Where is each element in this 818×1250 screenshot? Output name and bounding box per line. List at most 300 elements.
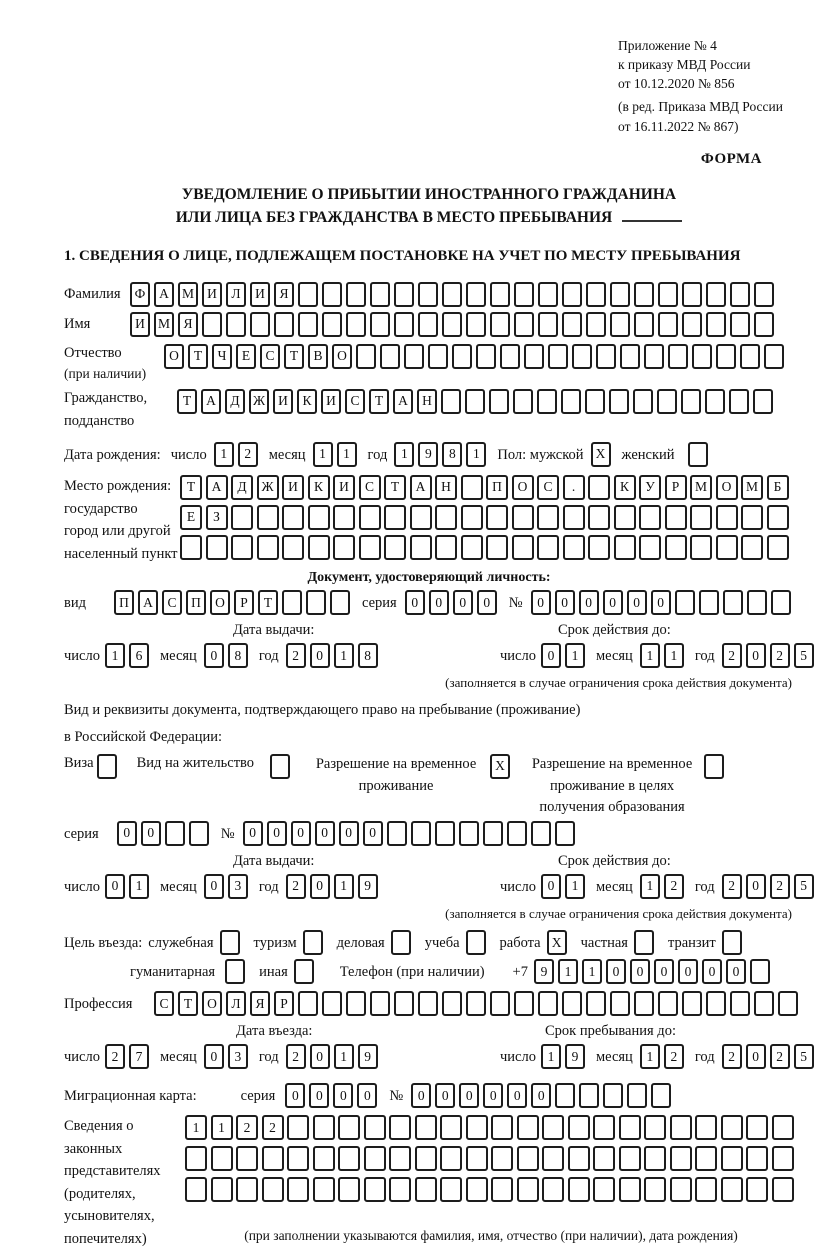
char-box[interactable] bbox=[202, 312, 222, 337]
char-box[interactable]: 1 bbox=[664, 643, 684, 668]
char-box[interactable] bbox=[282, 590, 302, 615]
char-box[interactable] bbox=[512, 505, 534, 530]
char-box[interactable] bbox=[562, 312, 582, 337]
char-box[interactable] bbox=[250, 312, 270, 337]
char-box[interactable] bbox=[690, 505, 712, 530]
char-box[interactable]: А bbox=[201, 389, 221, 414]
char-box[interactable]: 3 bbox=[228, 1044, 248, 1069]
char-box[interactable] bbox=[461, 535, 483, 560]
char-box[interactable] bbox=[657, 389, 677, 414]
char-box[interactable] bbox=[359, 505, 381, 530]
char-box[interactable]: М bbox=[741, 475, 763, 500]
char-box[interactable]: 0 bbox=[746, 874, 766, 899]
char-box[interactable] bbox=[442, 312, 462, 337]
char-box[interactable]: 1 bbox=[565, 874, 585, 899]
purpose-work-checkbox[interactable]: X bbox=[547, 930, 567, 955]
char-box[interactable] bbox=[603, 1083, 623, 1108]
char-box[interactable] bbox=[586, 312, 606, 337]
char-box[interactable] bbox=[644, 1146, 666, 1171]
char-box[interactable] bbox=[411, 821, 431, 846]
char-box[interactable] bbox=[306, 590, 326, 615]
char-box[interactable]: 2 bbox=[722, 1044, 742, 1069]
char-box[interactable]: 0 bbox=[507, 1083, 527, 1108]
char-box[interactable] bbox=[389, 1146, 411, 1171]
char-box[interactable] bbox=[699, 590, 719, 615]
char-box[interactable] bbox=[476, 344, 496, 369]
char-box[interactable] bbox=[338, 1146, 360, 1171]
char-box[interactable] bbox=[322, 991, 342, 1016]
char-box[interactable]: А bbox=[154, 282, 174, 307]
char-box[interactable] bbox=[658, 991, 678, 1016]
char-box[interactable]: 0 bbox=[555, 590, 575, 615]
char-box[interactable] bbox=[670, 1115, 692, 1140]
char-box[interactable] bbox=[706, 991, 726, 1016]
char-box[interactable] bbox=[262, 1146, 284, 1171]
valid-month-boxes[interactable] bbox=[640, 643, 688, 668]
char-box[interactable] bbox=[695, 1115, 717, 1140]
char-box[interactable] bbox=[740, 344, 760, 369]
char-box[interactable]: 0 bbox=[603, 590, 623, 615]
char-box[interactable] bbox=[682, 282, 702, 307]
char-box[interactable] bbox=[491, 1177, 513, 1202]
male-checkbox[interactable]: X bbox=[591, 442, 611, 467]
birth-place-row1[interactable] bbox=[180, 475, 792, 500]
char-box[interactable]: 0 bbox=[746, 643, 766, 668]
char-box[interactable] bbox=[716, 344, 736, 369]
char-box[interactable] bbox=[620, 344, 640, 369]
char-box[interactable] bbox=[435, 821, 455, 846]
char-box[interactable] bbox=[394, 282, 414, 307]
char-box[interactable] bbox=[537, 535, 559, 560]
citizenship-boxes[interactable] bbox=[177, 389, 777, 414]
char-box[interactable]: 1 bbox=[640, 874, 660, 899]
char-box[interactable]: С bbox=[359, 475, 381, 500]
char-box[interactable] bbox=[384, 535, 406, 560]
stay-day-boxes[interactable] bbox=[541, 1044, 589, 1069]
entry-year-boxes[interactable] bbox=[286, 1044, 382, 1069]
char-box[interactable]: 0 bbox=[702, 959, 722, 984]
char-box[interactable]: С bbox=[345, 389, 365, 414]
issue-year-boxes[interactable] bbox=[286, 643, 382, 668]
char-box[interactable] bbox=[588, 475, 610, 500]
char-box[interactable] bbox=[750, 959, 770, 984]
char-box[interactable] bbox=[370, 312, 390, 337]
char-box[interactable]: Д bbox=[231, 475, 253, 500]
female-checkbox[interactable] bbox=[688, 442, 708, 467]
char-box[interactable]: 0 bbox=[243, 821, 263, 846]
char-box[interactable]: 9 bbox=[534, 959, 554, 984]
char-box[interactable]: Н bbox=[435, 475, 457, 500]
char-box[interactable] bbox=[730, 312, 750, 337]
char-box[interactable]: 1 bbox=[129, 874, 149, 899]
char-box[interactable] bbox=[586, 282, 606, 307]
char-box[interactable]: М bbox=[178, 282, 198, 307]
char-box[interactable] bbox=[415, 1177, 437, 1202]
char-box[interactable] bbox=[542, 1177, 564, 1202]
char-box[interactable] bbox=[491, 1146, 513, 1171]
char-box[interactable]: Т bbox=[178, 991, 198, 1016]
char-box[interactable] bbox=[517, 1115, 539, 1140]
char-box[interactable]: Ж bbox=[249, 389, 269, 414]
doc-number-boxes[interactable] bbox=[531, 590, 795, 615]
char-box[interactable] bbox=[441, 389, 461, 414]
char-box[interactable]: С bbox=[260, 344, 280, 369]
residence-valid-month-boxes[interactable] bbox=[640, 874, 688, 899]
char-box[interactable]: С bbox=[537, 475, 559, 500]
char-box[interactable] bbox=[537, 389, 557, 414]
char-box[interactable]: 2 bbox=[286, 874, 306, 899]
char-box[interactable] bbox=[346, 991, 366, 1016]
birth-day-boxes[interactable] bbox=[214, 442, 262, 467]
char-box[interactable] bbox=[524, 344, 544, 369]
char-box[interactable] bbox=[634, 312, 654, 337]
char-box[interactable] bbox=[489, 389, 509, 414]
char-box[interactable]: И bbox=[202, 282, 222, 307]
char-box[interactable] bbox=[507, 821, 527, 846]
char-box[interactable] bbox=[394, 991, 414, 1016]
char-box[interactable] bbox=[459, 821, 479, 846]
char-box[interactable] bbox=[741, 505, 763, 530]
char-box[interactable]: Ф bbox=[130, 282, 150, 307]
char-box[interactable] bbox=[705, 389, 725, 414]
char-box[interactable] bbox=[298, 282, 318, 307]
char-box[interactable] bbox=[346, 282, 366, 307]
char-box[interactable]: 7 bbox=[129, 1044, 149, 1069]
char-box[interactable] bbox=[440, 1177, 462, 1202]
char-box[interactable] bbox=[231, 505, 253, 530]
char-box[interactable]: Е bbox=[236, 344, 256, 369]
char-box[interactable] bbox=[563, 505, 585, 530]
char-box[interactable]: 0 bbox=[333, 1083, 353, 1108]
char-box[interactable] bbox=[466, 282, 486, 307]
char-box[interactable]: 0 bbox=[310, 643, 330, 668]
char-box[interactable]: 2 bbox=[286, 1044, 306, 1069]
char-box[interactable]: П bbox=[186, 590, 206, 615]
char-box[interactable]: 0 bbox=[411, 1083, 431, 1108]
char-box[interactable] bbox=[579, 1083, 599, 1108]
valid-year-boxes[interactable] bbox=[722, 643, 818, 668]
char-box[interactable]: Ч bbox=[212, 344, 232, 369]
char-box[interactable]: 0 bbox=[291, 821, 311, 846]
purpose-tourism-checkbox[interactable] bbox=[303, 930, 323, 955]
char-box[interactable] bbox=[568, 1115, 590, 1140]
char-box[interactable] bbox=[771, 590, 791, 615]
char-box[interactable]: С bbox=[162, 590, 182, 615]
char-box[interactable] bbox=[585, 389, 605, 414]
char-box[interactable]: 0 bbox=[204, 1044, 224, 1069]
char-box[interactable] bbox=[465, 389, 485, 414]
char-box[interactable]: 0 bbox=[654, 959, 674, 984]
char-box[interactable] bbox=[619, 1146, 641, 1171]
char-box[interactable]: Б bbox=[767, 475, 789, 500]
representatives-row1[interactable] bbox=[185, 1115, 797, 1140]
char-box[interactable] bbox=[754, 991, 774, 1016]
entry-month-boxes[interactable] bbox=[204, 1044, 252, 1069]
char-box[interactable]: 1 bbox=[334, 1044, 354, 1069]
char-box[interactable]: 1 bbox=[334, 643, 354, 668]
char-box[interactable]: 0 bbox=[267, 821, 287, 846]
char-box[interactable] bbox=[452, 344, 472, 369]
char-box[interactable] bbox=[236, 1177, 258, 1202]
char-box[interactable]: 1 bbox=[582, 959, 602, 984]
birth-place-row3[interactable] bbox=[180, 535, 792, 560]
phone-boxes[interactable] bbox=[534, 959, 774, 984]
char-box[interactable] bbox=[298, 991, 318, 1016]
char-box[interactable] bbox=[537, 505, 559, 530]
char-box[interactable]: Ж bbox=[257, 475, 279, 500]
char-box[interactable] bbox=[596, 344, 616, 369]
doc-series-boxes[interactable] bbox=[405, 590, 501, 615]
char-box[interactable] bbox=[695, 1146, 717, 1171]
char-box[interactable]: 5 bbox=[794, 643, 814, 668]
char-box[interactable]: 0 bbox=[105, 874, 125, 899]
char-box[interactable] bbox=[308, 505, 330, 530]
char-box[interactable] bbox=[346, 312, 366, 337]
char-box[interactable] bbox=[609, 389, 629, 414]
char-box[interactable]: 0 bbox=[483, 1083, 503, 1108]
doc-kind-boxes[interactable] bbox=[114, 590, 354, 615]
char-box[interactable]: О bbox=[512, 475, 534, 500]
char-box[interactable]: 1 bbox=[313, 442, 333, 467]
char-box[interactable] bbox=[586, 991, 606, 1016]
purpose-business-checkbox[interactable] bbox=[391, 930, 411, 955]
char-box[interactable] bbox=[389, 1177, 411, 1202]
residence-issue-year-boxes[interactable] bbox=[286, 874, 382, 899]
char-box[interactable] bbox=[542, 1115, 564, 1140]
char-box[interactable] bbox=[619, 1115, 641, 1140]
char-box[interactable] bbox=[189, 821, 209, 846]
char-box[interactable] bbox=[514, 282, 534, 307]
char-box[interactable]: 0 bbox=[726, 959, 746, 984]
char-box[interactable] bbox=[644, 1177, 666, 1202]
char-box[interactable] bbox=[538, 312, 558, 337]
char-box[interactable] bbox=[410, 505, 432, 530]
residence-issue-day-boxes[interactable] bbox=[105, 874, 153, 899]
char-box[interactable]: К bbox=[297, 389, 317, 414]
birth-month-boxes[interactable] bbox=[313, 442, 361, 467]
char-box[interactable]: 2 bbox=[238, 442, 258, 467]
char-box[interactable]: Р bbox=[665, 475, 687, 500]
char-box[interactable] bbox=[486, 535, 508, 560]
representatives-row2[interactable] bbox=[185, 1146, 797, 1171]
char-box[interactable] bbox=[517, 1177, 539, 1202]
char-box[interactable] bbox=[682, 312, 702, 337]
char-box[interactable] bbox=[500, 344, 520, 369]
char-box[interactable] bbox=[287, 1115, 309, 1140]
char-box[interactable] bbox=[639, 535, 661, 560]
char-box[interactable] bbox=[723, 590, 743, 615]
char-box[interactable]: 9 bbox=[358, 874, 378, 899]
char-box[interactable] bbox=[418, 312, 438, 337]
char-box[interactable] bbox=[322, 312, 342, 337]
char-box[interactable]: И bbox=[130, 312, 150, 337]
char-box[interactable] bbox=[490, 991, 510, 1016]
char-box[interactable] bbox=[313, 1177, 335, 1202]
char-box[interactable] bbox=[568, 1177, 590, 1202]
char-box[interactable] bbox=[670, 1177, 692, 1202]
char-box[interactable] bbox=[610, 312, 630, 337]
char-box[interactable] bbox=[236, 1146, 258, 1171]
purpose-transit-checkbox[interactable] bbox=[722, 930, 742, 955]
char-box[interactable] bbox=[274, 312, 294, 337]
purpose-private-checkbox[interactable] bbox=[634, 930, 654, 955]
char-box[interactable]: 3 bbox=[228, 874, 248, 899]
char-box[interactable]: З bbox=[206, 505, 228, 530]
char-box[interactable]: Т bbox=[384, 475, 406, 500]
char-box[interactable] bbox=[490, 312, 510, 337]
char-box[interactable] bbox=[721, 1115, 743, 1140]
char-box[interactable] bbox=[754, 312, 774, 337]
char-box[interactable] bbox=[338, 1177, 360, 1202]
char-box[interactable] bbox=[415, 1115, 437, 1140]
char-box[interactable] bbox=[442, 282, 462, 307]
char-box[interactable]: 0 bbox=[435, 1083, 455, 1108]
char-box[interactable] bbox=[298, 312, 318, 337]
char-box[interactable] bbox=[364, 1177, 386, 1202]
char-box[interactable] bbox=[185, 1177, 207, 1202]
char-box[interactable]: 0 bbox=[429, 590, 449, 615]
char-box[interactable] bbox=[287, 1177, 309, 1202]
char-box[interactable]: Д bbox=[225, 389, 245, 414]
char-box[interactable] bbox=[568, 1146, 590, 1171]
char-box[interactable]: 0 bbox=[541, 874, 561, 899]
char-box[interactable] bbox=[333, 505, 355, 530]
char-box[interactable] bbox=[415, 1146, 437, 1171]
char-box[interactable] bbox=[562, 282, 582, 307]
representatives-row3[interactable] bbox=[185, 1177, 797, 1202]
char-box[interactable] bbox=[538, 991, 558, 1016]
char-box[interactable]: И bbox=[250, 282, 270, 307]
char-box[interactable] bbox=[442, 991, 462, 1016]
char-box[interactable]: О bbox=[332, 344, 352, 369]
char-box[interactable]: 0 bbox=[310, 874, 330, 899]
char-box[interactable] bbox=[461, 475, 483, 500]
char-box[interactable] bbox=[410, 535, 432, 560]
char-box[interactable]: 1 bbox=[394, 442, 414, 467]
char-box[interactable] bbox=[486, 505, 508, 530]
char-box[interactable] bbox=[514, 312, 534, 337]
char-box[interactable]: 8 bbox=[228, 643, 248, 668]
char-box[interactable] bbox=[418, 991, 438, 1016]
char-box[interactable] bbox=[440, 1146, 462, 1171]
char-box[interactable] bbox=[555, 821, 575, 846]
char-box[interactable]: 0 bbox=[453, 590, 473, 615]
char-box[interactable]: 0 bbox=[459, 1083, 479, 1108]
char-box[interactable]: 1 bbox=[640, 643, 660, 668]
char-box[interactable]: Я bbox=[274, 282, 294, 307]
char-box[interactable]: А bbox=[206, 475, 228, 500]
char-box[interactable]: 0 bbox=[531, 1083, 551, 1108]
char-box[interactable] bbox=[695, 1177, 717, 1202]
visa-checkbox[interactable] bbox=[97, 754, 117, 779]
char-box[interactable] bbox=[380, 344, 400, 369]
char-box[interactable]: 0 bbox=[310, 1044, 330, 1069]
char-box[interactable]: Т bbox=[180, 475, 202, 500]
char-box[interactable] bbox=[514, 991, 534, 1016]
char-box[interactable] bbox=[778, 991, 798, 1016]
char-box[interactable]: И bbox=[333, 475, 355, 500]
char-box[interactable]: 0 bbox=[678, 959, 698, 984]
char-box[interactable]: 1 bbox=[211, 1115, 233, 1140]
char-box[interactable] bbox=[370, 991, 390, 1016]
char-box[interactable] bbox=[619, 1177, 641, 1202]
residence-valid-year-boxes[interactable] bbox=[722, 874, 818, 899]
char-box[interactable] bbox=[389, 1115, 411, 1140]
char-box[interactable] bbox=[753, 389, 773, 414]
char-box[interactable] bbox=[665, 505, 687, 530]
entry-day-boxes[interactable] bbox=[105, 1044, 153, 1069]
char-box[interactable] bbox=[754, 282, 774, 307]
char-box[interactable] bbox=[682, 991, 702, 1016]
residence-permit-checkbox[interactable] bbox=[270, 754, 290, 779]
char-box[interactable] bbox=[387, 821, 407, 846]
char-box[interactable] bbox=[639, 505, 661, 530]
char-box[interactable] bbox=[658, 312, 678, 337]
char-box[interactable] bbox=[772, 1146, 794, 1171]
purpose-study-checkbox[interactable] bbox=[466, 930, 486, 955]
char-box[interactable] bbox=[206, 535, 228, 560]
char-box[interactable]: 0 bbox=[363, 821, 383, 846]
name-boxes[interactable] bbox=[130, 312, 778, 337]
char-box[interactable]: О bbox=[210, 590, 230, 615]
char-box[interactable] bbox=[282, 505, 304, 530]
birth-place-row2[interactable] bbox=[180, 505, 792, 530]
char-box[interactable]: И bbox=[321, 389, 341, 414]
char-box[interactable] bbox=[706, 312, 726, 337]
char-box[interactable] bbox=[627, 1083, 647, 1108]
char-box[interactable]: 2 bbox=[664, 874, 684, 899]
char-box[interactable]: М bbox=[154, 312, 174, 337]
char-box[interactable] bbox=[633, 389, 653, 414]
char-box[interactable]: П bbox=[114, 590, 134, 615]
char-box[interactable] bbox=[483, 821, 503, 846]
char-box[interactable]: 2 bbox=[770, 643, 790, 668]
char-box[interactable] bbox=[257, 535, 279, 560]
char-box[interactable]: Т bbox=[284, 344, 304, 369]
char-box[interactable] bbox=[185, 1146, 207, 1171]
char-box[interactable] bbox=[313, 1115, 335, 1140]
migration-series-boxes[interactable] bbox=[285, 1083, 381, 1108]
char-box[interactable]: О bbox=[716, 475, 738, 500]
char-box[interactable] bbox=[364, 1115, 386, 1140]
char-box[interactable]: М bbox=[690, 475, 712, 500]
char-box[interactable]: 0 bbox=[630, 959, 650, 984]
char-box[interactable] bbox=[746, 1146, 768, 1171]
stay-month-boxes[interactable] bbox=[640, 1044, 688, 1069]
char-box[interactable] bbox=[644, 344, 664, 369]
char-box[interactable] bbox=[716, 505, 738, 530]
char-box[interactable] bbox=[257, 505, 279, 530]
char-box[interactable] bbox=[370, 282, 390, 307]
char-box[interactable]: П bbox=[486, 475, 508, 500]
char-box[interactable]: Я bbox=[250, 991, 270, 1016]
char-box[interactable] bbox=[531, 821, 551, 846]
char-box[interactable]: 9 bbox=[358, 1044, 378, 1069]
char-box[interactable] bbox=[435, 505, 457, 530]
char-box[interactable] bbox=[634, 991, 654, 1016]
char-box[interactable]: О bbox=[202, 991, 222, 1016]
char-box[interactable] bbox=[747, 590, 767, 615]
char-box[interactable]: 0 bbox=[627, 590, 647, 615]
char-box[interactable]: 1 bbox=[185, 1115, 207, 1140]
char-box[interactable]: 0 bbox=[204, 643, 224, 668]
char-box[interactable] bbox=[644, 1115, 666, 1140]
char-box[interactable]: 1 bbox=[565, 643, 585, 668]
char-box[interactable]: Е bbox=[180, 505, 202, 530]
char-box[interactable]: 2 bbox=[664, 1044, 684, 1069]
temp-residence-edu-checkbox[interactable] bbox=[704, 754, 724, 779]
char-box[interactable] bbox=[356, 344, 376, 369]
